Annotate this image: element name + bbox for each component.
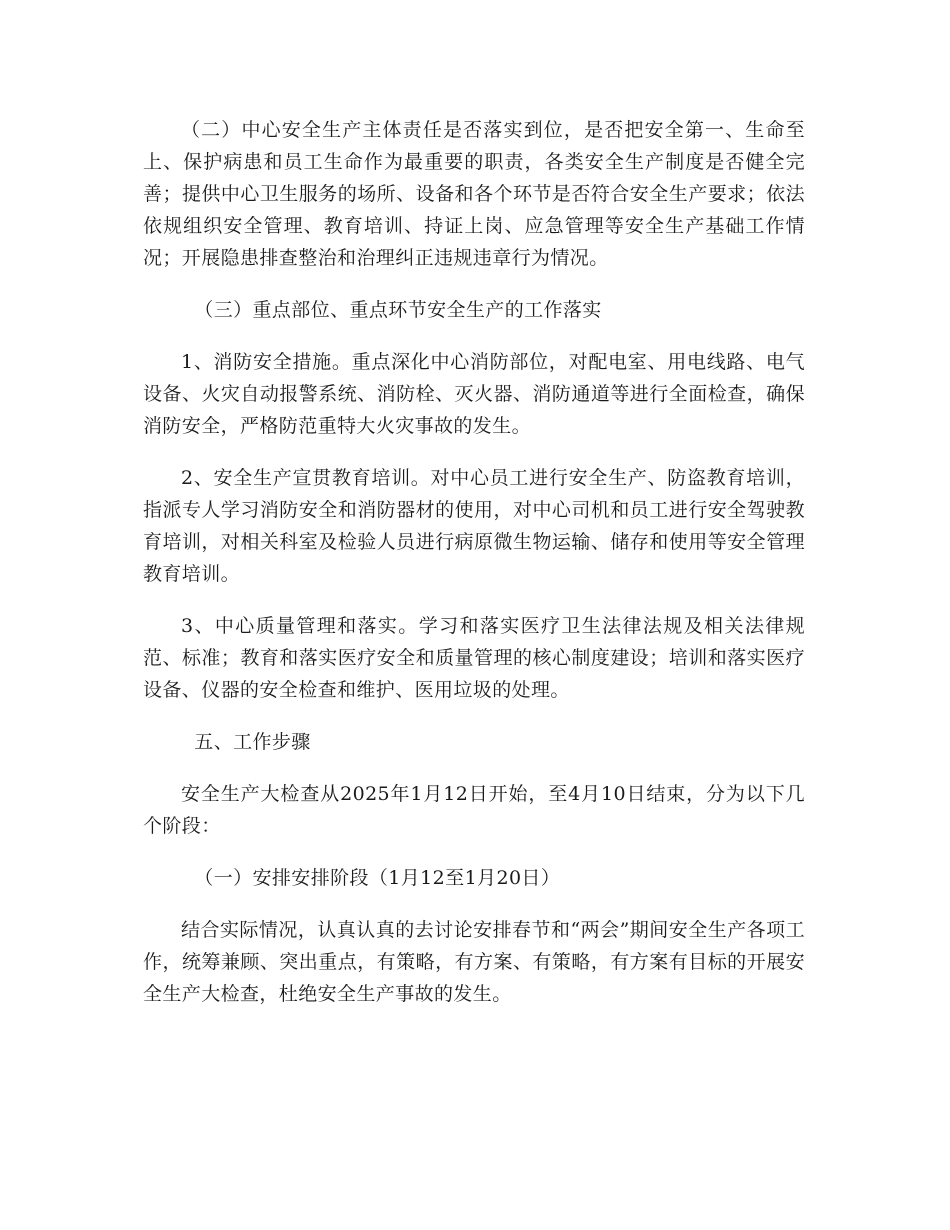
paragraph-safety-training: 2、安全生产宣贯教育培训。对中心员工进行安全生产、防盗教育培训，指派专人学习消防安全和消防器材的使用，对中心司机和员工进行安全驾驶教育培训，对相关科室及检验人员进行病原微生物运输、储存和使用等安全管理教育培训。 [143,467,805,585]
section-heading-work-steps: 五、工作步骤 [194,731,311,753]
paragraph-stage-one-heading: （一）安排安排阶段（1月12至1月20日） [194,867,561,889]
paragraph-inspection-period: 安全生产大检查从2025年1月12日开始，至4月10日结束，分为以下几个阶段： [143,783,805,837]
document-page [143,114,805,1030]
paragraph-center-responsibility: （二）中心安全生产主体责任是否落实到位，是否把安全第一、生命至上、保护病患和员工生命作为最重要的职责，各类安全生产制度是否健全完善；提供中心卫生服务的场所、设备和各个环节是否符合安全生产要求；依法依规组织安全管理、教育培训、持证上岗、应急管理等安全生产基础工作情况；开展隐患排查整治和治理纠正违规违章行为情况。 [143,119,805,269]
paragraph-quality-management: 3、中心质量管理和落实。学习和落实医疗卫生法律法规及相关法律规范、标准；教育和落实医疗安全和质量管理的核心制度建设；培训和落实医疗设备、仪器的安全检查和维护、医用垃圾的处理。 [143,615,805,701]
paragraph-fire-safety: 1、消防安全措施。重点深化中心消防部位，对配电室、用电线路、电气设备、火灾自动报警系统、消防栓、灭火器、消防通道等进行全面检查，确保消防安全，严格防范重特大火灾事故的发生。 [143,351,805,437]
paragraph-key-areas-heading: （三）重点部位、重点环节安全生产的工作落实 [194,299,602,321]
paragraph-stage-one-content: 结合实际情况，认真认真的去讨论安排春节和“两会”期间安全生产各项工作，统筹兼顾、突出重点，有策略，有方案、有策略，有方案有目标的开展安全生产大检查，杜绝安全生产事故的发生。 [143,919,805,1005]
